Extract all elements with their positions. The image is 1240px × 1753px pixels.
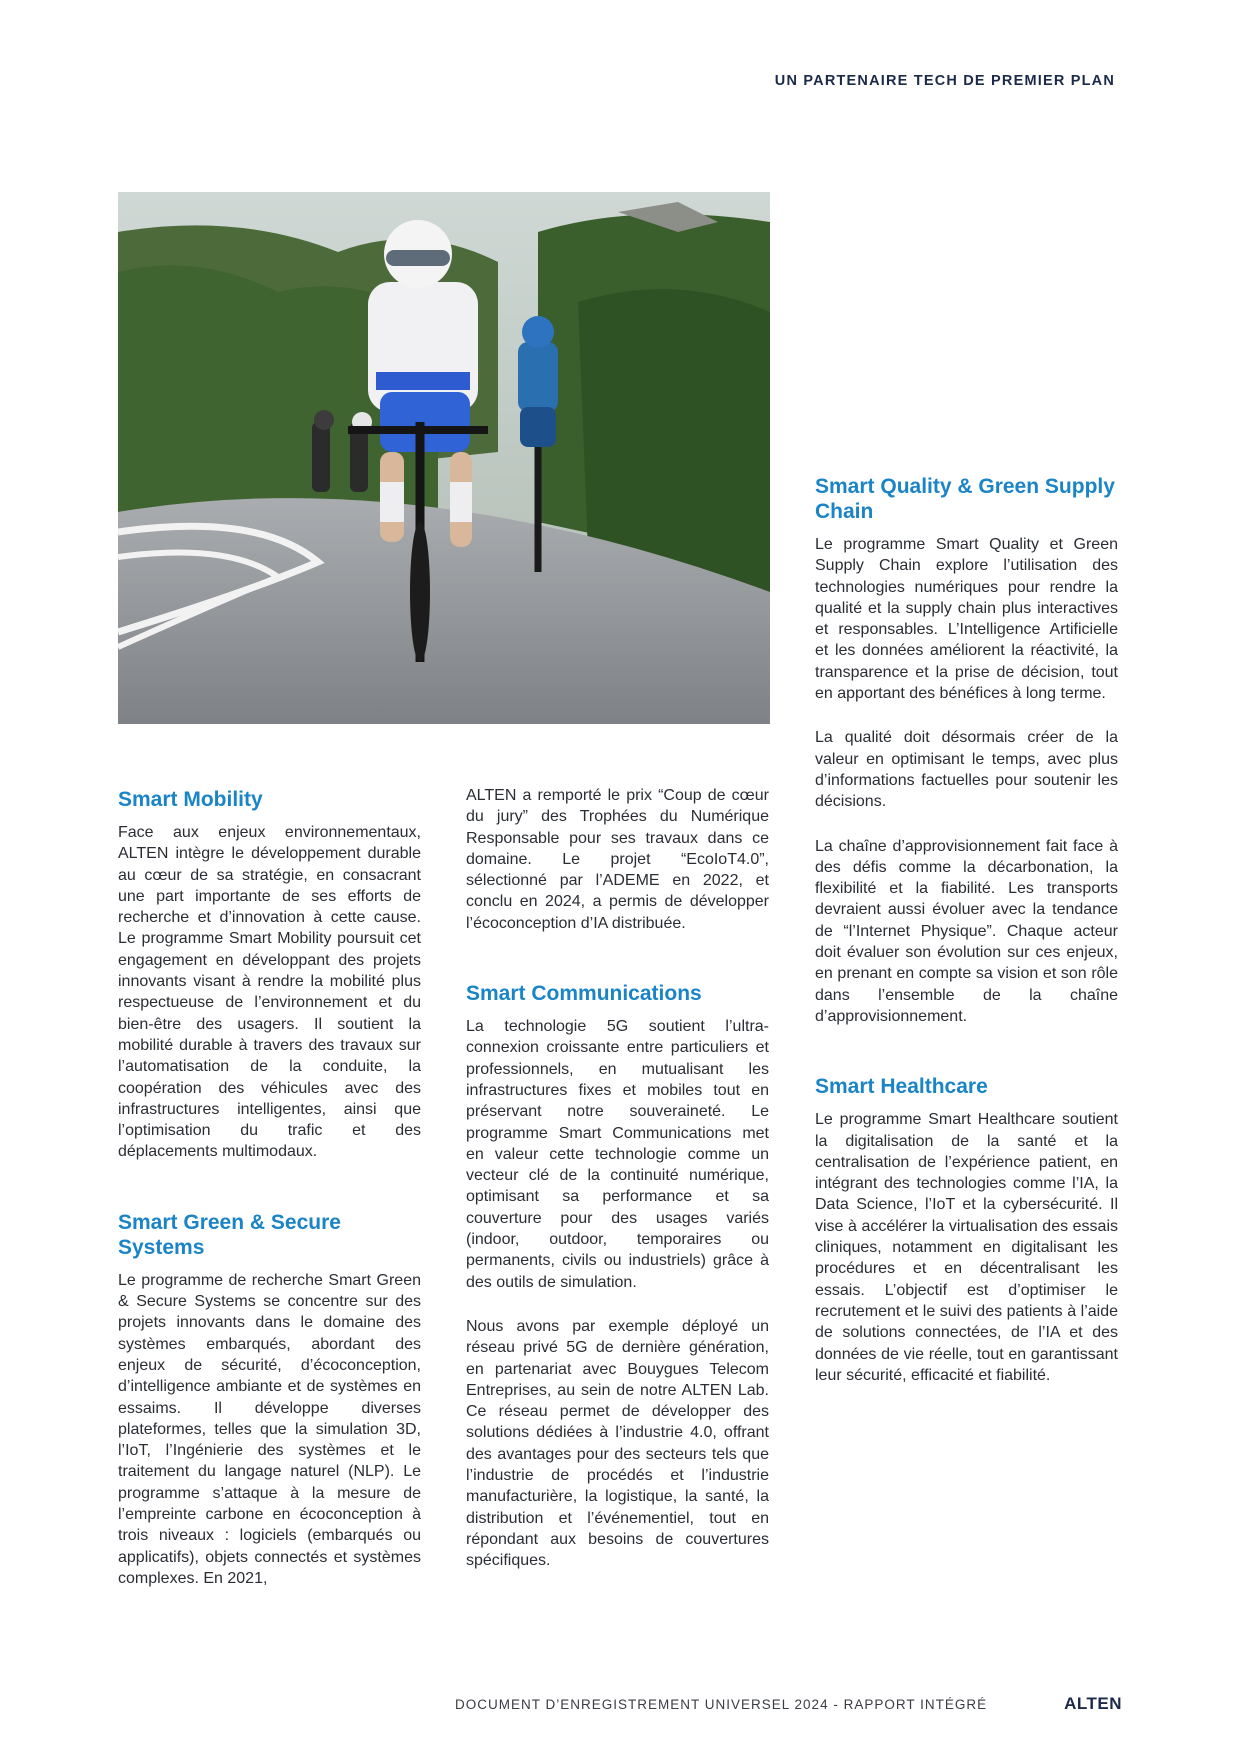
smart-mobility-text: Face aux enjeux environnementaux, ALTEN intègre le développement durable au cœur de sa stratégie, en consacrant une part importante de ses efforts de recherche et d’innovation à cette cause. Le programme Smart Mobility poursuit cet engagement en développant des projets innovants visant à rendre la mobilité plus respectueuse de l’environnement et du bien-être des usagers. Il soutient la mobilité durable à travers des travaux sur l’automatisation de la conduite, la coopération des véhicules avec des infrastructures intelligentes, ainsi que l’optimisation du trafic et des déplacements multimodaux. [118,824,421,1161]
cyclists-photo-illustration [118,192,770,724]
column-middle [466,785,769,1595]
smart-quality-text-3: La chaîne d’approvisionnement fait face à des défis comme la décarbonation, la flexibilité et la fiabilité. Les transports devraient aussi évoluer avec la tendance de “l’Internet Physique”. Chaque acteur doit évaluer son évolution sur ces enjeux, en prenant en compte sa vision et son rôle dans l’ensemble de la chaîne d’approvisionnement. [815,837,1118,1025]
heading-smart-mobility: Smart Mobility [118,788,263,811]
heading-smart-healthcare: Smart Healthcare [815,1075,988,1099]
page-header-title: UN PARTENAIRE TECH DE PREMIER PLAN [774,73,1115,89]
heading-smart-green-secure: Smart Green & Secure Systems [118,1210,341,1259]
alten-logo: ALTEN [1064,1694,1122,1713]
heading-smart-quality: Smart Quality & Green Supply Chain [815,475,1115,523]
cyclists-photo [118,192,770,724]
green-continuation-text: ALTEN a remporté le prix “Coup de cœur du jury” des Trophées du Numérique Responsable pour ses travaux dans ce domaine. Le projet “EcoIoT4.0”, sélectionné par l’ADEME en 2022, et conclu en 2024, a permis de développer l’écoconception d’IA distribuée. [466,787,769,932]
smart-communications-text-2: Nous avons par exemple déployé un réseau privé 5G de dernière génération, en partenariat avec Bouygues Telecom Entreprises, au sein de notre ALTEN Lab. Ce réseau permet de développer des solutions dédiées à l’industrie 4.0, offrant des avantages pour des secteurs tels que l’industrie de procédés et l’industrie manufacturière, la logistique, la santé, la distribution et l’événementiel, tout en répondant aux besoins de couvertures spécifiques. [466,1317,769,1570]
column-right [815,474,1118,1409]
footer-document-title: DOCUMENT D’ENREGISTREMENT UNIVERSEL 2024 - RAPPORT INTÉGRÉ [455,1697,988,1712]
smart-communications-text-1: La technologie 5G soutient l’ultra-connexion croissante entre particuliers et professionnels, en mutualisant les infrastructures fixes et mobiles tout en préservant notre souveraineté. Le programme Smart Communications met en valeur cette technologie comme un vecteur clé de la continuité numérique, optimisant sa performance et sa couverture pour des usages variés (indoor, outdoor, temporaires ou permanents, civils ou industriels) grâce à des outils de simulation. [466,1018,769,1291]
smart-healthcare-text: Le programme Smart Healthcare soutient la digitalisation de la santé et la centralisation de l’expérience patient, en intégrant des technologies comme l’IA, la Data Science, l’IoT et la cybersécurité. Il vise à accélérer la virtualisation des essais cliniques, notamment en digitalisant les procédures et en décentralisant les essais. L’objectif est d’optimiser le recrutement et le suivi des patients à l’aide de solutions connectées, de l’IA et des données de vie réelle, tout en garantissant leur sécurité, efficacité et fiabilité. [815,1111,1118,1384]
smart-green-secure-text: Le programme de recherche Smart Green & Secure Systems se concentre sur des projets innovants dans le domaine des systèmes embarqués, abordant des enjeux de sécurité, d’écoconception, d’intelligence ambiante et de systèmes en essaims. Il développe diverses plateformes, telles que la simulation 3D, l’IoT, l’Ingénierie des systèmes et le traitement du langage naturel (NLP). Le programme s’attaque à la mesure de l’empreinte carbone en écoconception à trois niveaux : logiciels (embarqués ou applicatifs), objets connectés et systèmes complexes. En 2021, [118,1271,421,1587]
column-left [118,787,421,1612]
smart-quality-text-1: Le programme Smart Quality et Green Supply Chain explore l’utilisation des technologies numériques pour rendre la qualité et la supply chain plus interactives et responsables. L’Intelligence Artificielle et les données améliorent la réactivité, la transparence et la prise de décision, tout en apportant des bénéfices à long terme. [815,536,1118,703]
heading-smart-communications: Smart Communications [466,982,702,1006]
smart-quality-text-2: La qualité doit désormais créer de la valeur en optimisant le temps, avec plus d’informations factuelles pour soutenir les décisions. [815,729,1118,811]
